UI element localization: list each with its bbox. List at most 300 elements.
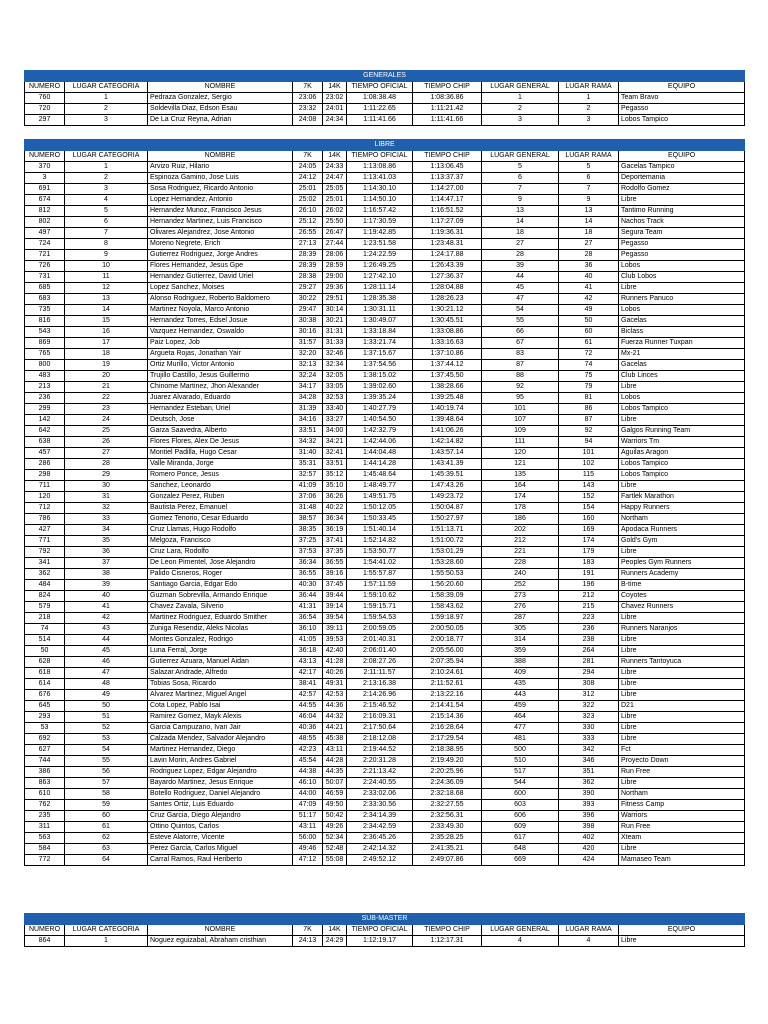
table-row — [25, 184, 745, 195]
cell-tiempo-chip: 1:16:51.52 — [413, 206, 482, 217]
cell-lugar-rama: 3 — [559, 115, 619, 126]
cell-numero: 218 — [25, 613, 65, 624]
cell-nombre: Carral Ramos, Raul Heriberto — [148, 855, 293, 866]
cell-lugar-categoria: 11 — [65, 272, 148, 283]
cell-numero: 427 — [25, 525, 65, 536]
cell-split-7k: 30:16 — [293, 327, 323, 338]
cell-tiempo-oficial: 1:28:35.38 — [347, 294, 413, 305]
cell-numero: 293 — [25, 712, 65, 723]
cell-numero: 744 — [25, 756, 65, 767]
cell-lugar-categoria: 35 — [65, 536, 148, 547]
results-table — [24, 913, 745, 947]
cell-split-14k: 50:07 — [323, 778, 347, 789]
table-row — [25, 811, 745, 822]
table-row — [25, 657, 745, 668]
cell-split-7k: 47:12 — [293, 855, 323, 866]
cell-split-7k: 43:13 — [293, 657, 323, 668]
cell-lugar-rama: 2 — [559, 104, 619, 115]
cell-nombre: De Leon Pimentel, Jose Alejandro — [148, 558, 293, 569]
cell-lugar-general: 648 — [482, 844, 559, 855]
cell-lugar-categoria: 59 — [65, 800, 148, 811]
cell-lugar-general: 500 — [482, 745, 559, 756]
cell-lugar-categoria: 31 — [65, 492, 148, 503]
cell-lugar-rama: 49 — [559, 305, 619, 316]
cell-lugar-general: 111 — [482, 437, 559, 448]
cell-nombre: Melgoza, Francisco — [148, 536, 293, 547]
cell-lugar-rama: 36 — [559, 261, 619, 272]
table-row — [25, 646, 745, 657]
cell-tiempo-oficial: 1:16:57.42 — [347, 206, 413, 217]
cell-lugar-categoria: 60 — [65, 811, 148, 822]
column-header-split-7k: 7K — [293, 925, 323, 936]
cell-tiempo-oficial: 2:14:26.96 — [347, 690, 413, 701]
cell-equipo: Libre — [619, 382, 745, 393]
cell-nombre: Olivares Alejandrez, Jose Antonio — [148, 228, 293, 239]
table-row — [25, 679, 745, 690]
cell-lugar-categoria: 2 — [65, 104, 148, 115]
cell-split-14k: 32:34 — [323, 360, 347, 371]
cell-lugar-general: 477 — [482, 723, 559, 734]
cell-lugar-categoria: 36 — [65, 547, 148, 558]
section-title: SUB-MASTER — [25, 914, 745, 925]
cell-split-7k: 34:17 — [293, 382, 323, 393]
cell-lugar-categoria: 1 — [65, 93, 148, 104]
cell-tiempo-chip: 1:08:36.86 — [413, 93, 482, 104]
cell-lugar-rama: 41 — [559, 283, 619, 294]
cell-lugar-general: 28 — [482, 250, 559, 261]
cell-tiempo-oficial: 2:19:44.52 — [347, 745, 413, 756]
table-row — [25, 261, 745, 272]
cell-lugar-general: 174 — [482, 492, 559, 503]
cell-numero: 3 — [25, 173, 65, 184]
cell-lugar-general: 1 — [482, 93, 559, 104]
table-row — [25, 371, 745, 382]
table-row — [25, 393, 745, 404]
cell-lugar-categoria: 52 — [65, 723, 148, 734]
cell-lugar-general: 55 — [482, 316, 559, 327]
cell-tiempo-oficial: 1:11:22.65 — [347, 104, 413, 115]
cell-tiempo-chip: 1:27:36.37 — [413, 272, 482, 283]
cell-split-7k: 41:05 — [293, 635, 323, 646]
cell-tiempo-chip: 1:28:04.88 — [413, 283, 482, 294]
cell-split-7k: 26:55 — [293, 228, 323, 239]
cell-lugar-general: 276 — [482, 602, 559, 613]
cell-nombre: Bayardo Martinez, Jesus Enrique — [148, 778, 293, 789]
cell-split-14k: 41:28 — [323, 657, 347, 668]
cell-split-14k: 39:54 — [323, 613, 347, 624]
cell-numero: 824 — [25, 591, 65, 602]
cell-equipo: Warriors Tm — [619, 437, 745, 448]
cell-split-14k: 31:33 — [323, 338, 347, 349]
cell-numero: 765 — [25, 349, 65, 360]
cell-equipo: Lobos Tampico — [619, 404, 745, 415]
cell-nombre: Lopez Sanchez, Moises — [148, 283, 293, 294]
cell-lugar-categoria: 55 — [65, 756, 148, 767]
cell-lugar-general: 359 — [482, 646, 559, 657]
cell-split-7k: 44:38 — [293, 767, 323, 778]
cell-lugar-general: 240 — [482, 569, 559, 580]
cell-tiempo-chip: 1:11:21.42 — [413, 104, 482, 115]
cell-split-14k: 32:46 — [323, 349, 347, 360]
cell-lugar-general: 388 — [482, 657, 559, 668]
cell-lugar-general: 609 — [482, 822, 559, 833]
cell-tiempo-chip: 1:39:48.64 — [413, 415, 482, 426]
cell-lugar-rama: 40 — [559, 272, 619, 283]
cell-equipo: Galgos Running Team — [619, 426, 745, 437]
cell-lugar-categoria: 22 — [65, 393, 148, 404]
cell-lugar-categoria: 51 — [65, 712, 148, 723]
cell-tiempo-chip: 2:32:27.55 — [413, 800, 482, 811]
cell-numero: 863 — [25, 778, 65, 789]
cell-nombre: Cruz Garcia, Diego Alejandro — [148, 811, 293, 822]
cell-numero: 724 — [25, 239, 65, 250]
column-header-lugar-general: LUGAR GENERAL — [482, 151, 559, 162]
cell-equipo: Fct — [619, 745, 745, 756]
cell-lugar-rama: 402 — [559, 833, 619, 844]
cell-split-14k: 39:16 — [323, 569, 347, 580]
cell-tiempo-chip: 1:11:41.66 — [413, 115, 482, 126]
cell-nombre: Deutsch, Jose — [148, 415, 293, 426]
cell-numero: 627 — [25, 745, 65, 756]
cell-lugar-rama: 7 — [559, 184, 619, 195]
cell-tiempo-chip: 1:56:20.60 — [413, 580, 482, 591]
cell-split-14k: 34:21 — [323, 437, 347, 448]
cell-split-7k: 35:31 — [293, 459, 323, 470]
cell-equipo: Libre — [619, 613, 745, 624]
cell-numero: 720 — [25, 104, 65, 115]
cell-lugar-categoria: 3 — [65, 115, 148, 126]
column-header-numero: NUMERO — [25, 151, 65, 162]
cell-nombre: Cruz Lara, Rodolfo — [148, 547, 293, 558]
cell-lugar-rama: 236 — [559, 624, 619, 635]
cell-tiempo-oficial: 1:40:27.79 — [347, 404, 413, 415]
column-header-lugar-categoria: LUGAR CATEGORIA — [65, 82, 148, 93]
cell-lugar-general: 287 — [482, 613, 559, 624]
table-row — [25, 514, 745, 525]
cell-tiempo-oficial: 1:39:35.24 — [347, 393, 413, 404]
cell-equipo: Mx-21 — [619, 349, 745, 360]
cell-tiempo-chip: 1:53:28.60 — [413, 558, 482, 569]
cell-split-14k: 24:01 — [323, 104, 347, 115]
cell-split-7k: 44:55 — [293, 701, 323, 712]
table-row — [25, 844, 745, 855]
cell-tiempo-chip: 1:26:43.39 — [413, 261, 482, 272]
cell-nombre: Hernandez Munoz, Francisco Jesus — [148, 206, 293, 217]
cell-nombre: Romero Ponce, Jesus — [148, 470, 293, 481]
cell-split-14k: 39:44 — [323, 591, 347, 602]
cell-equipo: Gacelas — [619, 360, 745, 371]
cell-lugar-categoria: 9 — [65, 250, 148, 261]
cell-tiempo-oficial: 2:34:42.59 — [347, 822, 413, 833]
cell-tiempo-chip: 1:24:17.88 — [413, 250, 482, 261]
cell-lugar-general: 510 — [482, 756, 559, 767]
cell-equipo: Libre — [619, 646, 745, 657]
cell-lugar-categoria: 47 — [65, 668, 148, 679]
cell-lugar-rama: 1 — [559, 93, 619, 104]
results-table — [24, 139, 745, 866]
cell-equipo: Libre — [619, 778, 745, 789]
cell-tiempo-chip: 1:33:16.63 — [413, 338, 482, 349]
cell-lugar-rama: 87 — [559, 415, 619, 426]
cell-split-7k: 36:34 — [293, 558, 323, 569]
cell-split-7k: 42:17 — [293, 668, 323, 679]
table-row — [25, 239, 745, 250]
cell-tiempo-chip: 2:16:28.64 — [413, 723, 482, 734]
cell-nombre: Calzada Mendez, Salvador Alejandro — [148, 734, 293, 745]
cell-split-7k: 29:47 — [293, 305, 323, 316]
table-row — [25, 624, 745, 635]
cell-lugar-general: 600 — [482, 789, 559, 800]
cell-split-14k: 55:08 — [323, 855, 347, 866]
cell-equipo: Libre — [619, 690, 745, 701]
cell-numero: 816 — [25, 316, 65, 327]
cell-nombre: Martinez Rodriguez, Eduardo Smither — [148, 613, 293, 624]
cell-numero: 642 — [25, 426, 65, 437]
cell-nombre: Zuniga Resendiz, Aleks Nicolas — [148, 624, 293, 635]
cell-lugar-rama: 323 — [559, 712, 619, 723]
column-header-row — [25, 151, 745, 162]
cell-split-7k: 32:13 — [293, 360, 323, 371]
cell-lugar-categoria: 2 — [65, 173, 148, 184]
cell-split-14k: 30:14 — [323, 305, 347, 316]
table-row — [25, 822, 745, 833]
column-header-row — [25, 925, 745, 936]
cell-split-7k: 47:09 — [293, 800, 323, 811]
cell-numero: 563 — [25, 833, 65, 844]
cell-lugar-general: 13 — [482, 206, 559, 217]
cell-tiempo-oficial: 2:16:09.31 — [347, 712, 413, 723]
cell-nombre: Cota Lopez, Pablo Isai — [148, 701, 293, 712]
cell-equipo: Nachos Track — [619, 217, 745, 228]
cell-tiempo-chip: 1:13:06.45 — [413, 162, 482, 173]
cell-lugar-rama: 174 — [559, 536, 619, 547]
cell-tiempo-oficial: 1:59:54.53 — [347, 613, 413, 624]
cell-numero: 676 — [25, 690, 65, 701]
cell-lugar-rama: 92 — [559, 426, 619, 437]
cell-tiempo-oficial: 1:17:30.59 — [347, 217, 413, 228]
cell-split-7k: 34:16 — [293, 415, 323, 426]
cell-numero: 610 — [25, 789, 65, 800]
column-header-tiempo-chip: TIEMPO CHIP — [413, 82, 482, 93]
cell-numero: 712 — [25, 503, 65, 514]
cell-split-14k: 32:05 — [323, 371, 347, 382]
cell-nombre: Botello Rodriguez, Daniel Alejandro — [148, 789, 293, 800]
cell-split-14k: 44:32 — [323, 712, 347, 723]
table-row — [25, 701, 745, 712]
cell-lugar-general: 2 — [482, 104, 559, 115]
cell-split-7k: 36:10 — [293, 624, 323, 635]
cell-numero: 691 — [25, 184, 65, 195]
cell-nombre: Lavin Morin, Andres Gabriel — [148, 756, 293, 767]
table-row — [25, 778, 745, 789]
cell-split-14k: 26:02 — [323, 206, 347, 217]
column-header-nombre: NOMBRE — [148, 925, 293, 936]
cell-split-7k: 36:44 — [293, 591, 323, 602]
cell-lugar-categoria: 17 — [65, 338, 148, 349]
cell-split-7k: 38:41 — [293, 679, 323, 690]
cell-lugar-categoria: 57 — [65, 778, 148, 789]
cell-lugar-general: 221 — [482, 547, 559, 558]
table-row — [25, 723, 745, 734]
cell-lugar-general: 481 — [482, 734, 559, 745]
cell-split-7k: 32:24 — [293, 371, 323, 382]
cell-numero: 800 — [25, 360, 65, 371]
cell-nombre: Juarez Alvarado, Eduardo — [148, 393, 293, 404]
cell-split-14k: 39:53 — [323, 635, 347, 646]
cell-equipo: Northam — [619, 514, 745, 525]
cell-split-7k: 41:31 — [293, 602, 323, 613]
column-header-tiempo-oficial: TIEMPO OFICIAL — [347, 151, 413, 162]
table-row — [25, 503, 745, 514]
cell-tiempo-oficial: 1:52:14.82 — [347, 536, 413, 547]
cell-tiempo-oficial: 1:55:57.87 — [347, 569, 413, 580]
cell-equipo: Fuerza Runner Tuxpan — [619, 338, 745, 349]
cell-nombre: Espinoza Gamino, Jose Luis — [148, 173, 293, 184]
cell-lugar-categoria: 8 — [65, 239, 148, 250]
cell-lugar-rama: 169 — [559, 525, 619, 536]
cell-tiempo-oficial: 2:34:14.39 — [347, 811, 413, 822]
cell-equipo: Gacelas — [619, 316, 745, 327]
cell-tiempo-chip: 2:05:56.00 — [413, 646, 482, 657]
cell-split-14k: 36:55 — [323, 558, 347, 569]
table-row — [25, 459, 745, 470]
table-row — [25, 936, 745, 947]
cell-lugar-rama: 74 — [559, 360, 619, 371]
section-title: GENERALES — [25, 71, 745, 82]
cell-split-14k: 49:26 — [323, 822, 347, 833]
cell-nombre: Hernandez Gutierrez, David Uriel — [148, 272, 293, 283]
cell-tiempo-oficial: 1:27:42.10 — [347, 272, 413, 283]
column-header-equipo: EQUIPO — [619, 151, 745, 162]
cell-tiempo-oficial: 1:53:50.77 — [347, 547, 413, 558]
cell-lugar-general: 464 — [482, 712, 559, 723]
cell-lugar-categoria: 20 — [65, 371, 148, 382]
cell-nombre: Sanchez, Leonardo — [148, 481, 293, 492]
cell-equipo: Runners Naranjos — [619, 624, 745, 635]
column-header-tiempo-oficial: TIEMPO OFICIAL — [347, 82, 413, 93]
table-row — [25, 481, 745, 492]
cell-tiempo-chip: 2:32:56.31 — [413, 811, 482, 822]
column-header-split-14k: 14K — [323, 925, 347, 936]
cell-lugar-general: 135 — [482, 470, 559, 481]
cell-split-7k: 48:55 — [293, 734, 323, 745]
cell-tiempo-chip: 1:14:47.17 — [413, 195, 482, 206]
cell-lugar-general: 88 — [482, 371, 559, 382]
cell-lugar-rama: 50 — [559, 316, 619, 327]
cell-lugar-general: 47 — [482, 294, 559, 305]
cell-lugar-rama: 143 — [559, 481, 619, 492]
cell-tiempo-chip: 2:17:29.54 — [413, 734, 482, 745]
table-row — [25, 104, 745, 115]
cell-lugar-general: 273 — [482, 591, 559, 602]
cell-split-14k: 28:59 — [323, 261, 347, 272]
cell-split-7k: 37:06 — [293, 492, 323, 503]
cell-lugar-categoria: 44 — [65, 635, 148, 646]
cell-equipo: Club Lobos — [619, 272, 745, 283]
cell-lugar-categoria: 25 — [65, 426, 148, 437]
cell-numero: 685 — [25, 283, 65, 294]
cell-equipo: Libre — [619, 844, 745, 855]
cell-tiempo-chip: 1:50:27.97 — [413, 514, 482, 525]
cell-numero: 297 — [25, 115, 65, 126]
cell-split-14k: 33:05 — [323, 382, 347, 393]
cell-split-7k: 44:00 — [293, 789, 323, 800]
column-header-split-14k: 14K — [323, 151, 347, 162]
cell-equipo: Club Linces — [619, 371, 745, 382]
cell-lugar-rama: 61 — [559, 338, 619, 349]
cell-numero: 236 — [25, 393, 65, 404]
cell-tiempo-oficial: 2:21:13.42 — [347, 767, 413, 778]
cell-numero: 692 — [25, 734, 65, 745]
cell-split-7k: 24:12 — [293, 173, 323, 184]
cell-lugar-rama: 154 — [559, 503, 619, 514]
cell-lugar-rama: 13 — [559, 206, 619, 217]
cell-tiempo-chip: 1:30:21.12 — [413, 305, 482, 316]
cell-numero: 50 — [25, 646, 65, 657]
cell-tiempo-chip: 1:17:27.09 — [413, 217, 482, 228]
cell-equipo: Lobos Tampico — [619, 470, 745, 481]
cell-nombre: Ramirez Gomez, Mayk Alexis — [148, 712, 293, 723]
cell-lugar-rama: 322 — [559, 701, 619, 712]
cell-lugar-general: 67 — [482, 338, 559, 349]
cell-split-14k: 46:59 — [323, 789, 347, 800]
cell-lugar-rama: 333 — [559, 734, 619, 745]
table-row — [25, 115, 745, 126]
cell-tiempo-chip: 1:50:04.87 — [413, 503, 482, 514]
cell-tiempo-chip: 1:14:27.00 — [413, 184, 482, 195]
cell-tiempo-chip: 2:07:35.94 — [413, 657, 482, 668]
cell-nombre: Noguez eguizabal, Abraham cristhian — [148, 936, 293, 947]
cell-lugar-general: 164 — [482, 481, 559, 492]
cell-tiempo-oficial: 1:44:14.28 — [347, 459, 413, 470]
cell-split-7k: 27:13 — [293, 239, 323, 250]
cell-equipo: B-time — [619, 580, 745, 591]
cell-lugar-general: 409 — [482, 668, 559, 679]
table-row — [25, 173, 745, 184]
cell-split-14k: 36:19 — [323, 525, 347, 536]
cell-lugar-rama: 27 — [559, 239, 619, 250]
cell-lugar-rama: 81 — [559, 393, 619, 404]
cell-split-14k: 39:11 — [323, 624, 347, 635]
cell-lugar-rama: 424 — [559, 855, 619, 866]
cell-split-14k: 28:06 — [323, 250, 347, 261]
table-row — [25, 272, 745, 283]
cell-split-7k: 28:39 — [293, 250, 323, 261]
cell-lugar-categoria: 40 — [65, 591, 148, 602]
cell-nombre: Moreno Negrete, Erich — [148, 239, 293, 250]
cell-split-7k: 51:17 — [293, 811, 323, 822]
cell-split-7k: 28:39 — [293, 261, 323, 272]
cell-nombre: Ottino Quintos, Carlos — [148, 822, 293, 833]
column-header-tiempo-chip: TIEMPO CHIP — [413, 151, 482, 162]
cell-tiempo-oficial: 1:48:49.77 — [347, 481, 413, 492]
cell-lugar-general: 121 — [482, 459, 559, 470]
cell-numero: 614 — [25, 679, 65, 690]
cell-tiempo-chip: 1:33:08.86 — [413, 327, 482, 338]
cell-numero: 120 — [25, 492, 65, 503]
cell-equipo: Libre — [619, 283, 745, 294]
cell-lugar-rama: 215 — [559, 602, 619, 613]
cell-lugar-rama: 94 — [559, 437, 619, 448]
cell-split-7k: 41:09 — [293, 481, 323, 492]
cell-equipo: Pegasso — [619, 104, 745, 115]
cell-tiempo-chip: 1:37:44.12 — [413, 360, 482, 371]
cell-lugar-categoria: 38 — [65, 569, 148, 580]
cell-numero: 286 — [25, 459, 65, 470]
cell-lugar-categoria: 6 — [65, 217, 148, 228]
cell-tiempo-chip: 2:00:18.77 — [413, 635, 482, 646]
table-row — [25, 635, 745, 646]
